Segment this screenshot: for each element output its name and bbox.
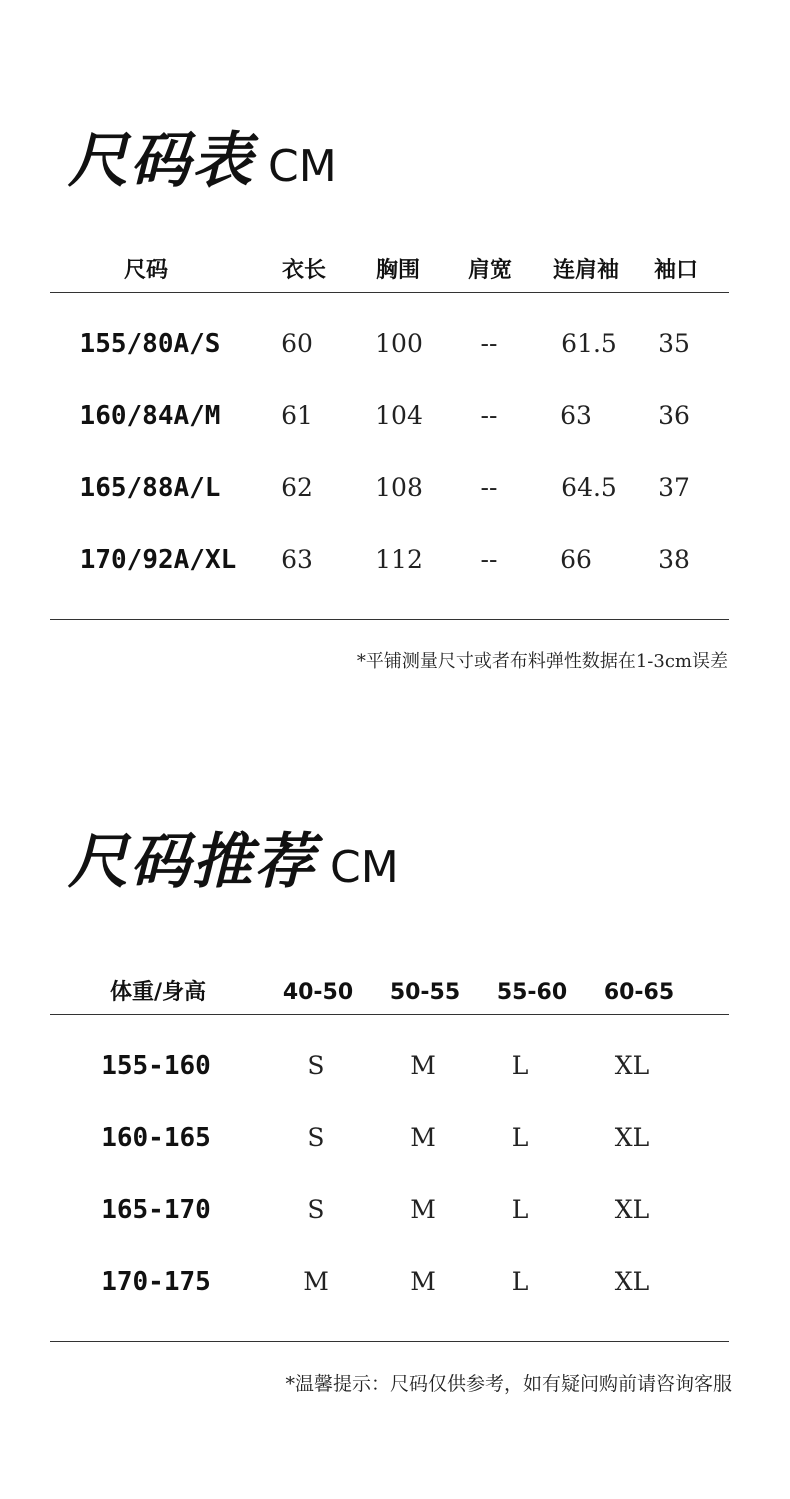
size-chart-row-2-length: 61 <box>281 401 313 430</box>
size-chart-title-text: 尺码表 <box>68 126 254 196</box>
size-chart-row-3-shoulder: -- <box>480 473 498 502</box>
recommendation-row-4-size-2: M <box>410 1267 436 1296</box>
size-chart-row-1-chest: 100 <box>375 329 423 358</box>
recommendation-reminder-note: *温馨提示：尺码仅供参考，如有疑问购前请咨询客服 <box>285 1373 732 1395</box>
recommendation-row-2-height: 160-165 <box>101 1123 211 1153</box>
recommendation-row-3-size-4: XL <box>614 1195 650 1224</box>
size-chart-title <box>68 125 337 203</box>
size-chart-row-3-length: 62 <box>281 473 313 502</box>
size-recommendation-title-text: 尺码推荐 <box>68 827 316 897</box>
recommendation-row-2-size-2: M <box>410 1123 436 1152</box>
size-chart-header-size: 尺码 <box>123 258 169 283</box>
size-chart-bottom-divider <box>50 619 729 620</box>
recommendation-bottom-divider <box>50 1341 729 1342</box>
recommendation-header-range-3: 55-60 <box>496 980 568 1005</box>
recommendation-header-range-4: 60-65 <box>603 980 675 1005</box>
recommendation-row-1-height: 155-160 <box>101 1051 211 1081</box>
size-chart-row-1-cuff: 35 <box>658 329 690 358</box>
size-chart-row-4-length: 63 <box>281 545 313 574</box>
size-chart-row-3-size: 165/88A/L <box>79 473 221 503</box>
size-chart-row-4-chest: 112 <box>375 545 423 574</box>
recommendation-row-1-size-4: XL <box>614 1051 650 1080</box>
size-chart-row-3-chest: 108 <box>375 473 423 502</box>
size-chart-header-raglan-sleeve: 连肩袖 <box>552 258 620 283</box>
recommendation-row-1-size-2: M <box>410 1051 436 1080</box>
size-chart-row-1-shoulder: -- <box>480 329 498 358</box>
size-chart-header-shoulder: 肩宽 <box>467 258 513 283</box>
recommendation-row-3-size-3: L <box>511 1195 529 1224</box>
size-chart-row-4-size: 170/92A/XL <box>79 545 237 575</box>
size-chart-row-1-raglan-sleeve: 61.5 <box>561 329 617 358</box>
size-chart-header-length: 衣长 <box>281 258 327 283</box>
recommendation-header-divider <box>50 1014 729 1015</box>
size-chart-row-4-raglan-sleeve: 66 <box>560 545 592 574</box>
size-chart-row-2-chest: 104 <box>375 401 423 430</box>
recommendation-row-4-height: 170-175 <box>101 1267 211 1297</box>
recommendation-row-2-size-1: S <box>307 1123 325 1152</box>
size-chart-row-1-size: 155/80A/S <box>79 329 221 359</box>
size-chart-row-3-raglan-sleeve: 64.5 <box>561 473 617 502</box>
size-chart-measurement-note: *平铺测量尺寸或者布料弹性数据在1-3cm误差 <box>356 651 728 672</box>
recommendation-row-3-size-1: S <box>307 1195 325 1224</box>
size-chart-row-2-cuff: 36 <box>658 401 690 430</box>
recommendation-header-range-1: 40-50 <box>282 980 354 1005</box>
size-recommendation-unit: CM <box>330 842 399 893</box>
recommendation-row-3-size-2: M <box>410 1195 436 1224</box>
recommendation-row-2-size-3: L <box>511 1123 529 1152</box>
recommendation-row-1-size-3: L <box>511 1051 529 1080</box>
size-chart-row-4-shoulder: -- <box>480 545 498 574</box>
size-recommendation-title <box>68 826 399 904</box>
size-chart-row-3-cuff: 37 <box>658 473 690 502</box>
recommendation-row-4-size-3: L <box>511 1267 529 1296</box>
size-chart-row-2-raglan-sleeve: 63 <box>560 401 592 430</box>
recommendation-row-2-size-4: XL <box>614 1123 650 1152</box>
size-chart-unit: CM <box>268 141 337 192</box>
recommendation-row-3-height: 165-170 <box>101 1195 211 1225</box>
recommendation-header-weight-height: 体重/身高 <box>109 980 207 1005</box>
size-chart-row-4-cuff: 38 <box>658 545 690 574</box>
size-chart-row-2-size: 160/84A/M <box>79 401 221 431</box>
size-chart-header-chest: 胸围 <box>375 258 421 283</box>
size-chart-row-2-shoulder: -- <box>480 401 498 430</box>
size-chart-row-1-length: 60 <box>281 329 313 358</box>
size-chart-header-divider <box>50 292 729 293</box>
recommendation-header-range-2: 50-55 <box>389 980 461 1005</box>
size-chart-header-cuff: 袖口 <box>653 258 699 283</box>
recommendation-row-1-size-1: S <box>307 1051 325 1080</box>
recommendation-row-4-size-1: M <box>303 1267 329 1296</box>
recommendation-row-4-size-4: XL <box>614 1267 650 1296</box>
